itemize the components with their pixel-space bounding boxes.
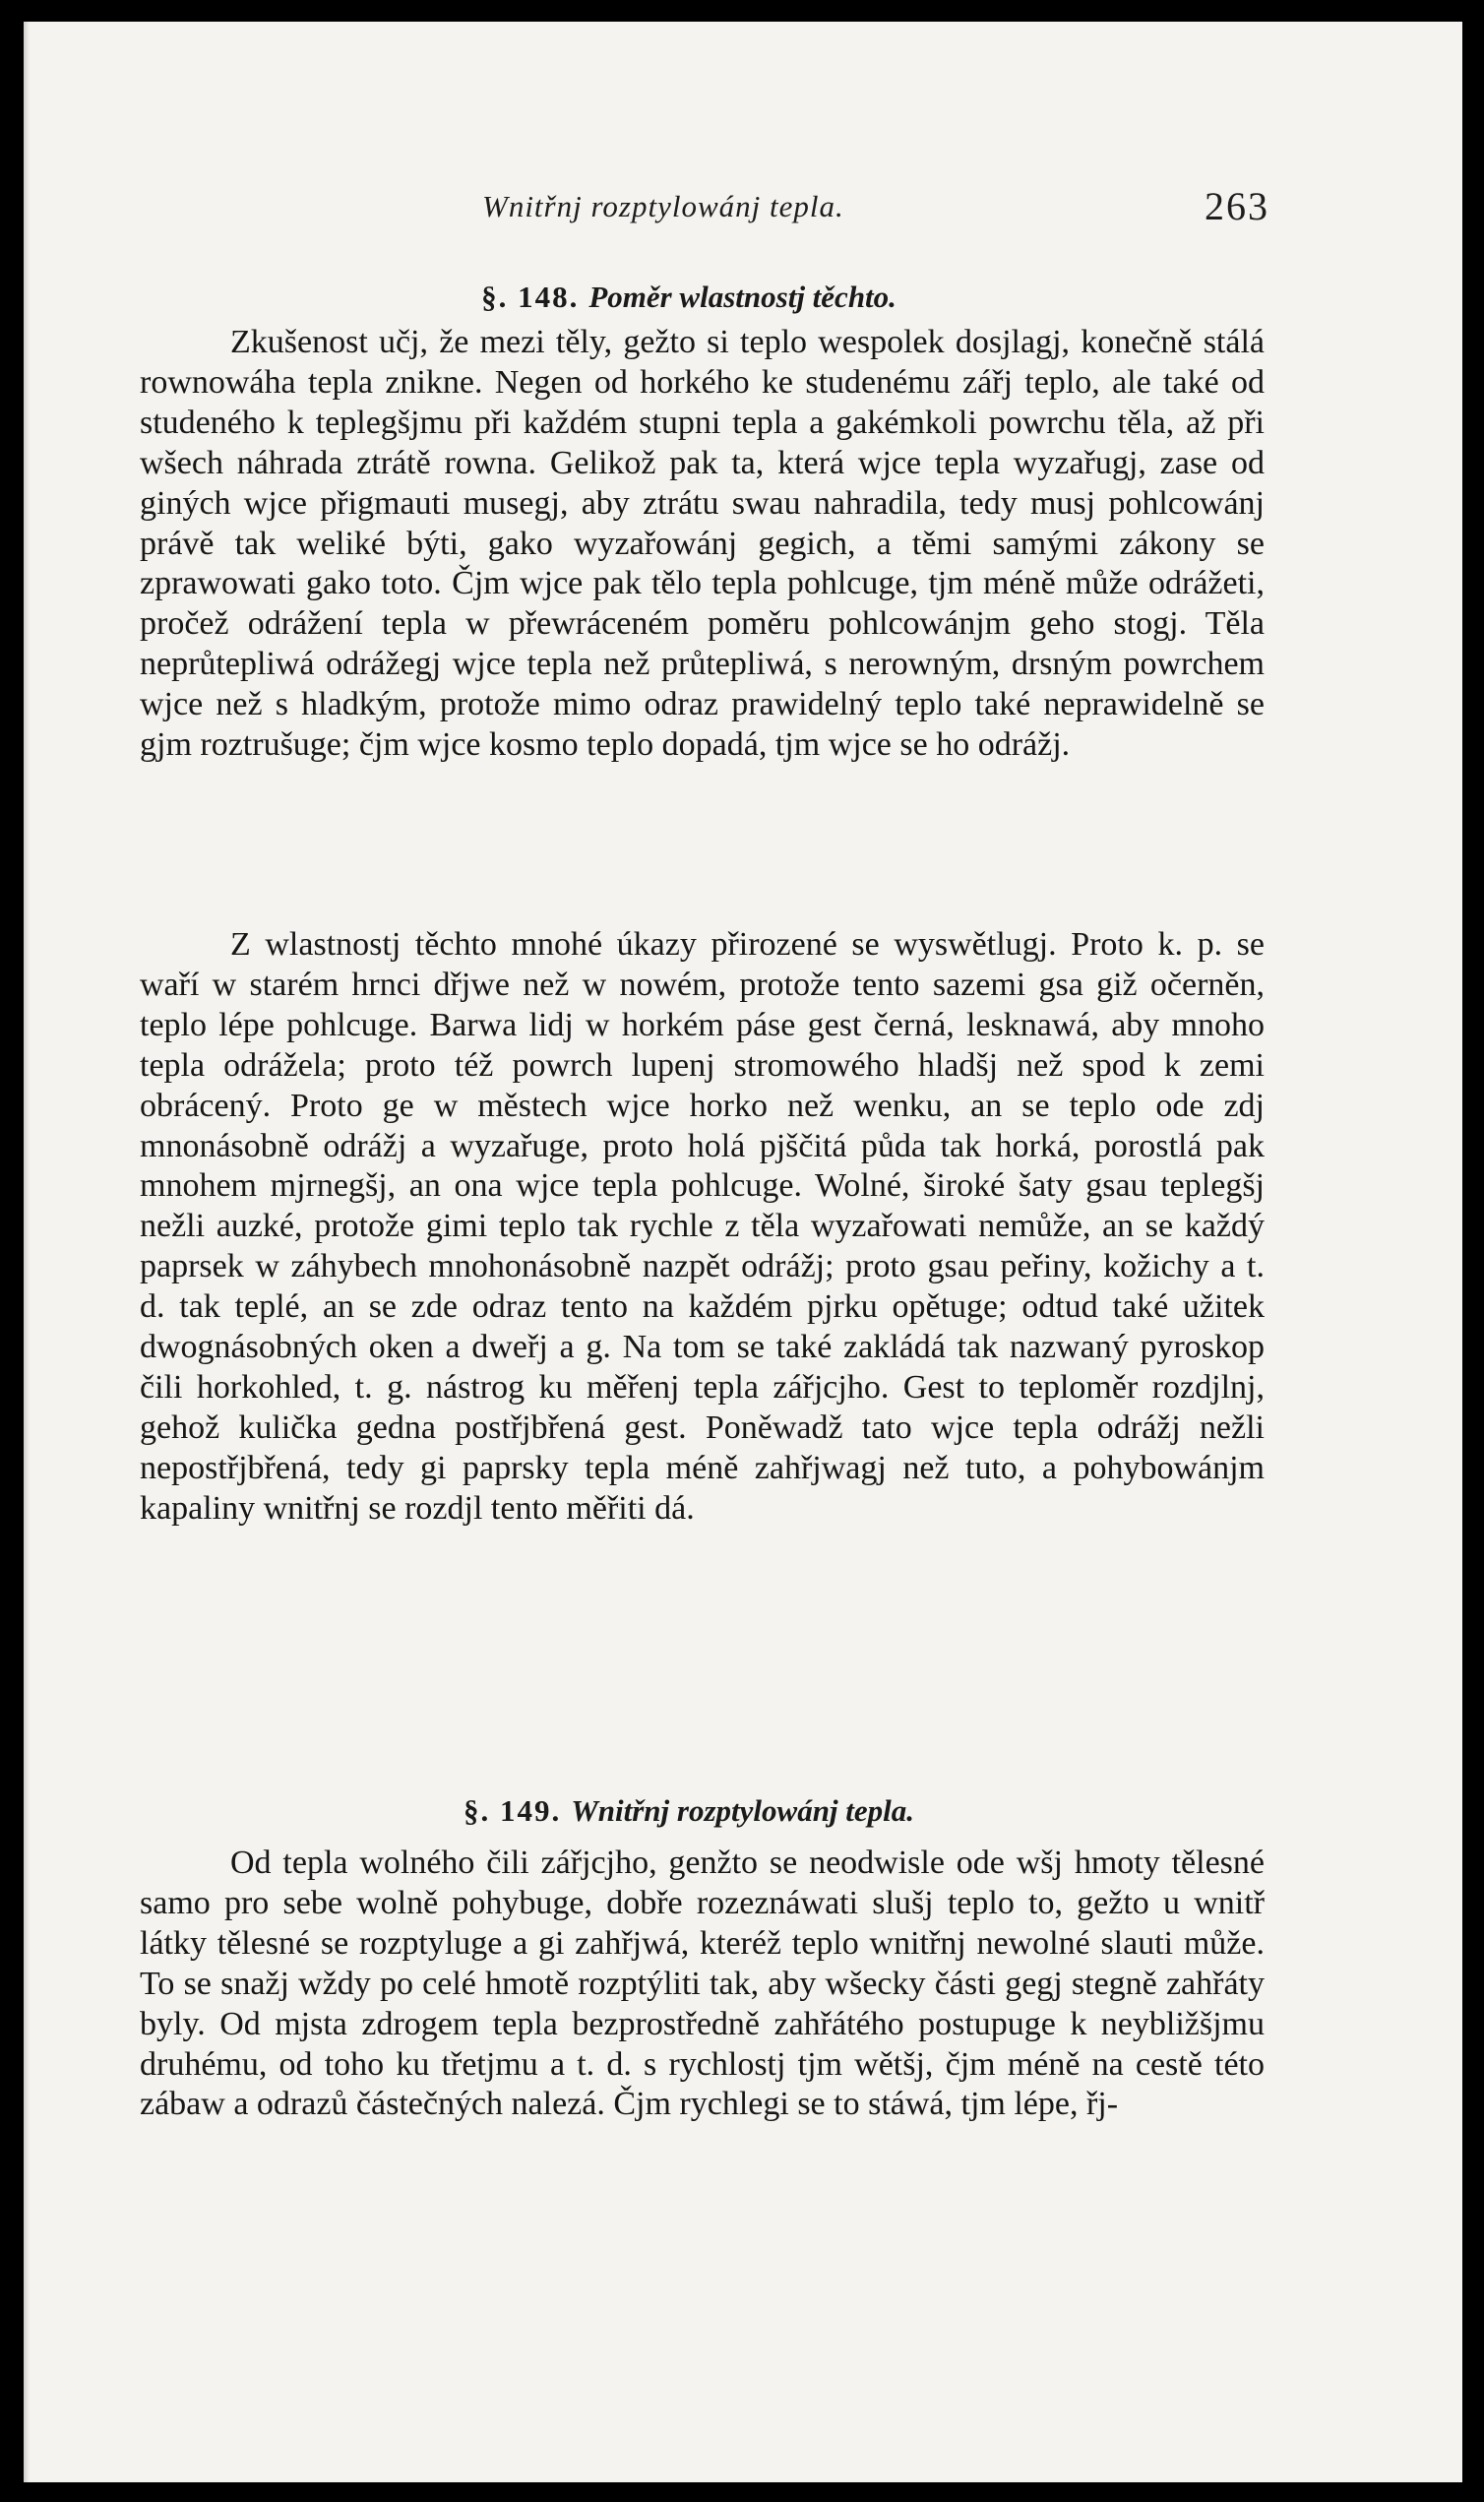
section-heading-149: [108, 1793, 1269, 1829]
running-head: [108, 184, 1269, 228]
paragraph-text: Z wlastnostj těchto mnohé úkazy přirozené se wyswětlugj. Proto k. p. se waří w starém hrnci dřjwe než w nowém, protože tento sazemi gsa giž očerněn, teplo lépe pohlcuge. Barwa lidj w horkém páse gest černá, lesknawá, aby mnoho tepla odrážela; proto též powrch lupenj stromowého hladšj než spod k zemi obrácený. Proto ge w městech wjce horko než wenku, an se teplo ode zdj mnonásobně odrážj a wyzařuge, proto holá pjščitá půda tak horká, porostlá pak mnohem mjrnegšj, an ona wjce tepla pohlcuge. Wolné, široké šaty gsau teplegšj nežli auzké, protože gimi teplo tak rychle z těla wyzařowati nemůže, an se každý paprsek w záhybech mnohonásobně nazpět odrážj; proto gsau peřiny, kožichy a t. d. tak teplé, an se zde odraz tento na každém pjrku opětuge; odtud také užitek dwognásobných oken a dweřj a g. Na tom se také zakládá tak nazwaný pyroskop čili horkohled, t. g. nástrog ku měřenj tepla zářjcjho. Gest to teploměr rozdjlnj, gehož kulička gedna postřjbřená gest. Poněwadž tato wjce tepla odrážj nežli nepostřjbřená, tedy gi paprsky tepla méně zahřjwagj než tuto, a pohybowánjm kapaliny wnitřnj se rozdjl tento měřiti dá.: [140, 926, 1265, 1527]
page-number: 263: [1205, 184, 1269, 228]
paragraph: [140, 925, 1265, 1530]
section-heading-148: [108, 280, 1269, 315]
page-edge: [24, 22, 30, 2482]
section-number: §. 149.: [463, 1793, 562, 1828]
paragraph-text: Od tepla wolného čili zářjcjho, genžto se neodwisle ode wšj hmoty tělesné samo pro sebe wolně pohybuge, dobře rozeznáwati slušj teplo to, gežto u wnitř látky tělesné se rozptyluge a gi zahřjwá, kteréž teplo wnitřnj newolné slauti může. To se snažj wždy po celé hmotě rozptýliti tak, aby wšecky části gegj stegně zahřáty byly. Od mjsta zdrogem tepla bezprostředně zahřátého postupuge k neybližšjmu druhému, od toho ku třetjmu a t. d. s rychlostj tjm wětšj, čjm méně na cestě této zábaw a odrazů částečných nalezá. Čjm rychlegi se to stáwá, tjm lépe, řj-: [140, 1845, 1265, 2123]
paragraph-text: Zkušenost učj, že mezi těly, gežto si teplo wespolek dosjlagj, konečně stálá rownowáha tepla znikne. Negen od horkého ke studenému zářj teplo, ale také od studeného k teplegšjmu při každém stupni tepla a gakémkoli powrchu těla, až při wšech náhrada ztrátě rowna. Gelikož pak ta, která wjce tepla wyzařugj, zase od giných wjce přigmauti musegj, aby ztrátu swau nahradila, tedy musj pohlcowánj právě tak weliké býti, gako wyzařowánj gegich, a těmi samými zákony se zprawowati gako toto. Čjm wjce pak tělo tepla pohlcuge, tjm méně může odrážeti, pročež odrážení tepla w přewráceném poměru pohlcowánjm geho stogj. Těla neprůtepliwá odrážegj wjce tepla než průtepliwá, s nerowným, drsným powrchem wjce než s hladkým, protože mimo odraz prawidelný teplo také neprawidelně se gjm roztrušuge; čjm wjce kosmo teplo dopadá, tjm wjce se ho odrážj.: [140, 324, 1265, 764]
section-title: Wnitřnj rozptylowánj tepla.: [571, 1793, 915, 1828]
section-title: Poměr wlastnostj těchto.: [588, 280, 897, 314]
running-title: Wnitřnj rozptylowánj tepla.: [482, 189, 844, 223]
section-number: §. 148.: [481, 280, 580, 314]
paragraph: [140, 1844, 1265, 2125]
paragraph: [140, 323, 1265, 766]
